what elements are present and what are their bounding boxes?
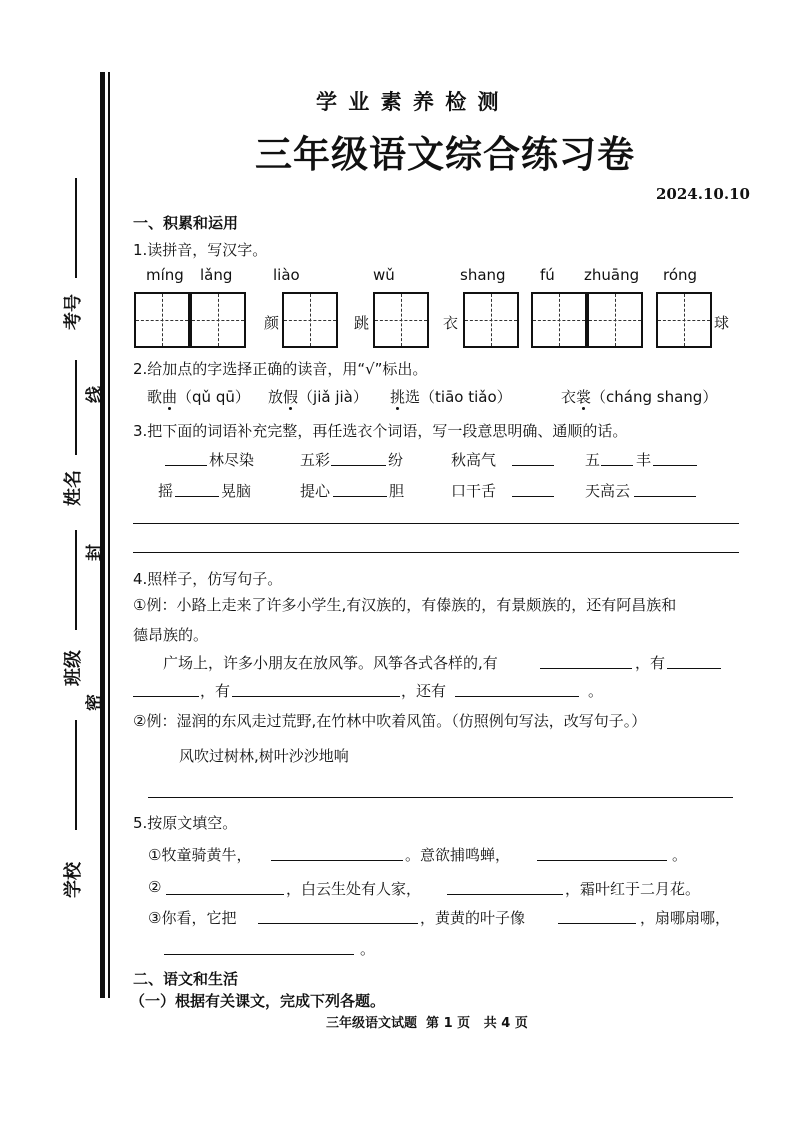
pinyin-zhuang: zhuāng [584, 266, 640, 284]
q2-item-tiao[interactable] [390, 386, 512, 407]
q2-item-qu[interactable] [147, 386, 250, 407]
idiom-wu-feng-a: 五 [585, 451, 601, 469]
dotted-char: 挑 [390, 388, 406, 406]
q3-text: 3.把下面的词语补充完整，再任选衣个词语，写一段意思明确、通顺的话。 [133, 422, 628, 440]
blank-wu-feng-2[interactable] [653, 464, 697, 466]
q4-text: 4.照样子，仿写句子。 [133, 570, 283, 588]
class-label: 班级 [63, 650, 84, 686]
q2-item-options: （jiǎ jià） [298, 388, 368, 406]
pinyin-wu: wǔ [373, 266, 395, 284]
q4-fill-b1: ，有 [200, 682, 231, 700]
q2-item-pre: 放 [268, 388, 284, 406]
pinyin-rong: róng [663, 266, 698, 284]
q4-blank-3[interactable] [133, 695, 199, 697]
idiom-yao-a: 摇 [158, 482, 174, 500]
char-box-rong[interactable] [656, 292, 712, 348]
idiom-yao-b: 晃脑 [221, 482, 252, 500]
q4-fill-a1: 广场上，许多小朋友在放风筝。风筝各式各样的,有 [163, 654, 498, 672]
dotted-char: 曲 [162, 388, 178, 406]
q5-line3-c: ，扇哪扇哪， [640, 909, 731, 927]
idiom-tixin-b: 胆 [389, 482, 405, 500]
q4-example1-line2: 德昂族的。 [133, 626, 209, 644]
idiom-wucai-b: 纷 [388, 451, 404, 469]
q5-line2-a: ② [148, 878, 162, 896]
section1-heading: 一、积累和运用 [133, 214, 239, 232]
seal-mi: 密 [85, 694, 105, 711]
q4-fill-b3: 。 [588, 682, 604, 700]
given-char-yan: 颜 [264, 314, 280, 332]
blank-wucai[interactable] [331, 464, 386, 466]
char-box-fu[interactable] [531, 292, 587, 348]
q2-item-options: 选（tiāo tiǎo） [405, 388, 512, 406]
binding-thin-line [108, 72, 110, 998]
char-box-wu[interactable] [373, 292, 429, 348]
q2-item-options: （qǔ qū） [177, 388, 250, 406]
blank-wu-feng-1[interactable] [601, 464, 633, 466]
q2-item-shang[interactable] [561, 386, 717, 407]
q5-line2-c: ，霜叶红于二月花。 [565, 880, 701, 898]
q4-writing-line[interactable] [148, 797, 733, 798]
blank-kougan[interactable] [512, 495, 554, 497]
q4-blank-4[interactable] [232, 695, 400, 697]
page-footer: 三年级语文试题 第 1 页 共 4 页 [326, 1016, 528, 1031]
q2-item-pre: 衣 [561, 388, 577, 406]
class-line [75, 530, 77, 630]
q4-blank-5[interactable] [455, 695, 579, 697]
idiom-kougan-a: 口干舌 [451, 482, 497, 500]
q4-blank-1[interactable] [540, 667, 632, 669]
char-box-shang[interactable] [463, 292, 519, 348]
section2-sub: （一）根据有关课文，完成下列各题。 [130, 992, 386, 1010]
q4-example2: ②例：湿润的东风走过荒野,在竹林中吹着风笛。（仿照例句写法，改写句子。） [133, 712, 647, 730]
q5-blank-7[interactable] [164, 953, 354, 955]
pinyin-fu: fú [540, 266, 555, 284]
q5-line1-c: 。 [672, 846, 688, 864]
given-char-tiao: 跳 [354, 314, 370, 332]
q4-example2-given: 风吹过树林,树叶沙沙地响 [179, 747, 349, 765]
pinyin-shang: shang [460, 266, 506, 284]
blank-tixin[interactable] [333, 495, 387, 497]
blank-yao[interactable] [175, 495, 219, 497]
name-label: 姓名 [63, 470, 84, 506]
blank-lin-jin-ran[interactable] [165, 464, 207, 466]
exam-date: 2024.10.10 [656, 185, 750, 203]
q5-line1-b: 。意欲捕鸣蝉， [405, 846, 511, 864]
q5-text: 5.按原文填空。 [133, 814, 238, 832]
idiom-tixin-a: 提心 [300, 482, 331, 500]
char-box-liao[interactable] [282, 292, 338, 348]
page-subtitle: 学 业 素 养 检 测 [316, 89, 501, 114]
page-title: 三年级语文综合练习卷 [255, 132, 635, 176]
binding-thick-line [100, 72, 105, 998]
given-char-yi: 衣 [443, 314, 459, 332]
blank-tiangao[interactable] [634, 495, 696, 497]
exam-no-label: 考号 [63, 294, 84, 330]
q5-blank-6[interactable] [558, 922, 636, 924]
q2-item-options: （cháng shang） [591, 388, 718, 406]
q2-item-pre: 歌 [147, 388, 163, 406]
pinyin-lang: lǎng [200, 266, 233, 284]
pinyin-liao: liào [273, 266, 300, 284]
q5-blank-4[interactable] [447, 893, 563, 895]
given-char-qiu: 球 [714, 314, 730, 332]
q4-fill-b2: ，还有 [401, 682, 447, 700]
q5-blank-2[interactable] [537, 859, 667, 861]
idiom-wu-feng-b: 丰 [636, 451, 652, 469]
school-line [75, 720, 77, 830]
school-label: 学校 [63, 862, 84, 898]
q5-blank-3[interactable] [166, 893, 284, 895]
q3-writing-line-2[interactable] [133, 552, 739, 553]
q4-blank-2[interactable] [667, 667, 721, 669]
q2-item-jia[interactable] [268, 386, 368, 407]
seal-xian: 线 [85, 386, 105, 403]
idiom-qiugao-a: 秋高气 [451, 451, 497, 469]
dotted-char: 裳 [576, 388, 592, 406]
name-line [75, 360, 77, 455]
q4-example1-line1: ①例：小路上走来了许多小学生,有汉族的，有傣族的，有景颇族的，还有阿昌族和 [133, 596, 677, 614]
section2-heading: 二、语文和生活 [133, 970, 239, 988]
seal-feng: 封 [85, 544, 105, 561]
q5-line1-a: ①牧童骑黄牛， [148, 846, 252, 864]
q5-line4: 。 [360, 940, 376, 958]
q4-fill-a2: ，有 [635, 654, 666, 672]
q1-text: 1.读拼音，写汉字。 [133, 241, 268, 259]
idiom-lin-jin-ran: 林尽染 [209, 451, 255, 469]
idiom-tiangao-a: 天高云 [585, 482, 631, 500]
pinyin-ming: míng [146, 266, 184, 284]
q5-line3-a: ③你看，它把 [148, 909, 237, 927]
dotted-char: 假 [283, 388, 299, 406]
idiom-wucai-a: 五彩 [300, 451, 331, 469]
char-box-lang[interactable] [190, 292, 246, 348]
q5-line3-b: ，黄黄的叶子像 [420, 909, 526, 927]
q2-text: 2.给加点的字选择正确的读音，用“√”标出。 [133, 360, 428, 378]
char-box-zhuang[interactable] [587, 292, 643, 348]
exam-no-line [75, 178, 77, 278]
q3-writing-line-1[interactable] [133, 523, 739, 524]
char-box-ming[interactable] [134, 292, 190, 348]
q5-blank-1[interactable] [271, 859, 403, 861]
q5-line2-b: ，白云生处有人家， [286, 880, 422, 898]
blank-qiugao[interactable] [512, 464, 554, 466]
q5-blank-5[interactable] [258, 922, 418, 924]
